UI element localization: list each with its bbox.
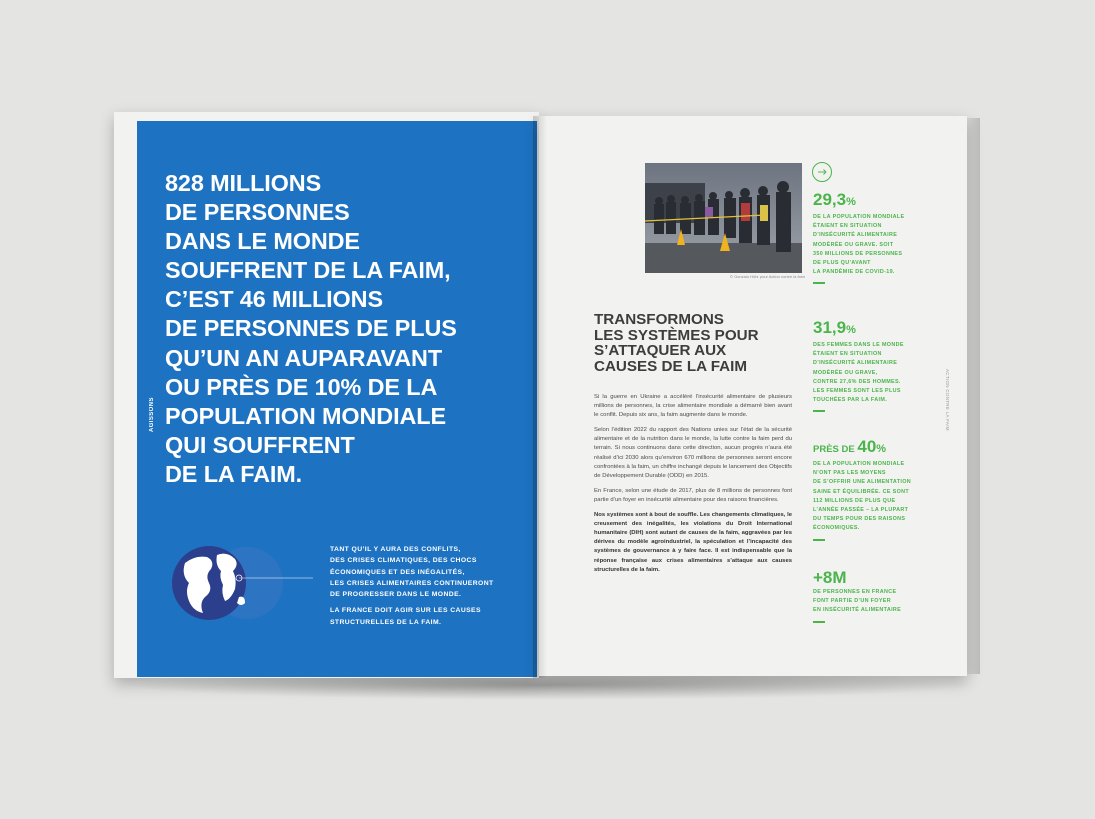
body-text — [594, 393, 792, 581]
headline-line: QU’UN AN AUPARAVANT — [165, 344, 443, 371]
intro-line: TANT QU’IL Y AURA DES CONFLITS, — [330, 546, 461, 553]
headline-line: 828 MILLIONS — [165, 170, 322, 196]
headline-line: OU PRÈS DE 10% DE LA — [165, 373, 438, 400]
stat-dash — [813, 410, 825, 412]
stat-block — [813, 318, 933, 412]
headline-line: SOUFFRENT DE LA FAIM, — [165, 257, 451, 284]
title-line: CAUSES DE LA FAIM — [594, 357, 748, 375]
arrow-right-icon — [812, 162, 832, 182]
stat-block — [813, 568, 933, 623]
stat-block — [813, 437, 933, 541]
intro-line: STRUCTURELLES DE LA FAIM. — [330, 618, 442, 626]
stat-value: PRÈS DE 40% — [813, 437, 887, 456]
stat-description: DES FEMMES DANS LE MONDE ÉTAIENT EN SITUATION D’INSÉCURITÉ ALIMENTAIRE MODÉRÉE OU GRAVE, CONTRE 27,6% DES HOMMES. LES FEMMES SONT LES PLUS TOUCHÉES PAR LA FAIM. — [813, 342, 904, 404]
headline-line: DANS LE MONDE — [165, 228, 360, 255]
intro-line: DE PROGRESSER DANS LE MONDE. — [330, 591, 462, 599]
globe-illustration — [165, 541, 355, 631]
stat-description: DE LA POPULATION MONDIALE ÉTAIENT EN SITUATION D’INSÉCURITÉ ALIMENTAIRE MODÉRÉE OU GRAVE. SOIT 350 MILLIONS DE PERSONNES DE PLUS QU’AVANT LA PANDÉMIE DE COVID-19. — [813, 214, 905, 276]
headline-line: C’EST 46 MILLIONS — [165, 286, 383, 313]
headline-line: QUI SOUFFRENT — [165, 431, 355, 458]
intro-text — [330, 544, 505, 633]
side-running-title: ACTION CONTRE LA FAIM — [945, 369, 950, 431]
paragraph: En France, selon une étude de 2017, plus de 8 millions de personnes font partie d’un foyer en insécurité alimentaire pour des raisons financières. — [594, 487, 792, 503]
paragraph: Selon l’édition 2022 du rapport des Nations unies sur l’état de la sécurité alimentaire et de la nutrition dans le monde, la lutte contre la faim perd du terrain. Si nous continuons dans cette direction, aucun progrès n’aura été réalisé d’ici 2030 alors qu’environ 670 millions de personnes seront encore confrontées à la faim, un chiffre inchangé depuis le lancement des Objectifs de Développement Durable (ODD) en 2015. — [594, 427, 792, 479]
title-line: TRANSFORMONS — [594, 311, 724, 328]
stat-block — [813, 190, 933, 284]
stat-value: 31,9% — [813, 318, 856, 337]
stat-value: +8M — [813, 568, 847, 587]
intro-line: LA FRANCE DOIT AGIR SUR LES CAUSES — [330, 607, 481, 615]
intro-line: DES CRISES CLIMATIQUES, DES CHOCS — [330, 557, 477, 565]
intro-line: ÉCONOMIQUES ET DES INÉGALITÉS, — [330, 568, 465, 576]
stat-dash — [813, 282, 825, 284]
intro-line: LES CRISES ALIMENTAIRES CONTINUERONT — [330, 579, 494, 587]
section-title — [594, 312, 794, 374]
headline-line: DE LA FAIM. — [165, 460, 303, 487]
left-page — [114, 112, 539, 678]
crowd-photo — [645, 163, 802, 273]
section-tab: AGISSONS — [149, 397, 155, 433]
paragraph: Si la guerre en Ukraine a accéléré l’insécurité alimentaire de plusieurs millions de personnes, la crise alimentaire mondiale a démarré bien avant le conflit. Depuis six ans, la faim augmente dans le monde. — [594, 394, 792, 419]
right-page — [539, 116, 967, 676]
title-line: LES SYSTÈMES POUR — [594, 326, 759, 344]
headline-line: POPULATION MONDIALE — [165, 402, 446, 429]
headline-line: DE PERSONNES DE PLUS — [165, 315, 457, 342]
stat-description: DE PERSONNES EN FRANCE FONT PARTIE D’UN FOYER EN INSÉCURITÉ ALIMENTAIRE — [813, 589, 902, 614]
headline-line: DE PERSONNES — [165, 199, 350, 226]
headline — [165, 169, 525, 489]
stat-description: DE LA POPULATION MONDIALE N’ONT PAS LES MOYENS DE S’OFFRIR UNE ALIMENTATION SAINE ET ÉQUILIBRÉE. CE SONT 112 MILLIONS DE PLUS QUE L’ANNÉE PASSÉE – LA PLUPART DU TEMPS POUR DES RAISONS ÉCONOMIQUES. — [813, 461, 912, 532]
title-line: S’ATTAQUER AUX — [594, 342, 727, 360]
page-stack-edge — [965, 118, 980, 674]
blue-panel — [137, 121, 537, 677]
stat-dash — [813, 621, 825, 623]
photo-credit: © Gonzalo Höhr pour Action contre la faim — [730, 274, 805, 279]
stat-dash — [813, 539, 825, 541]
stat-value: 29,3% — [813, 190, 856, 209]
bold-paragraph: Nos systèmes sont à bout de souffle. Les changements climatiques, le creusement des inégalités, les violations du Droit International humanitaire (DIH) sont autant de causes de la faim, aggravées par les dérives du modèle agroindustriel, la spéculation et l’incapacité des systèmes de gouvernance à y faire face. Il est indispensable que la réponse française aux crises alimentaires s’attaque aux causes structurelles de la faim. — [594, 512, 792, 573]
